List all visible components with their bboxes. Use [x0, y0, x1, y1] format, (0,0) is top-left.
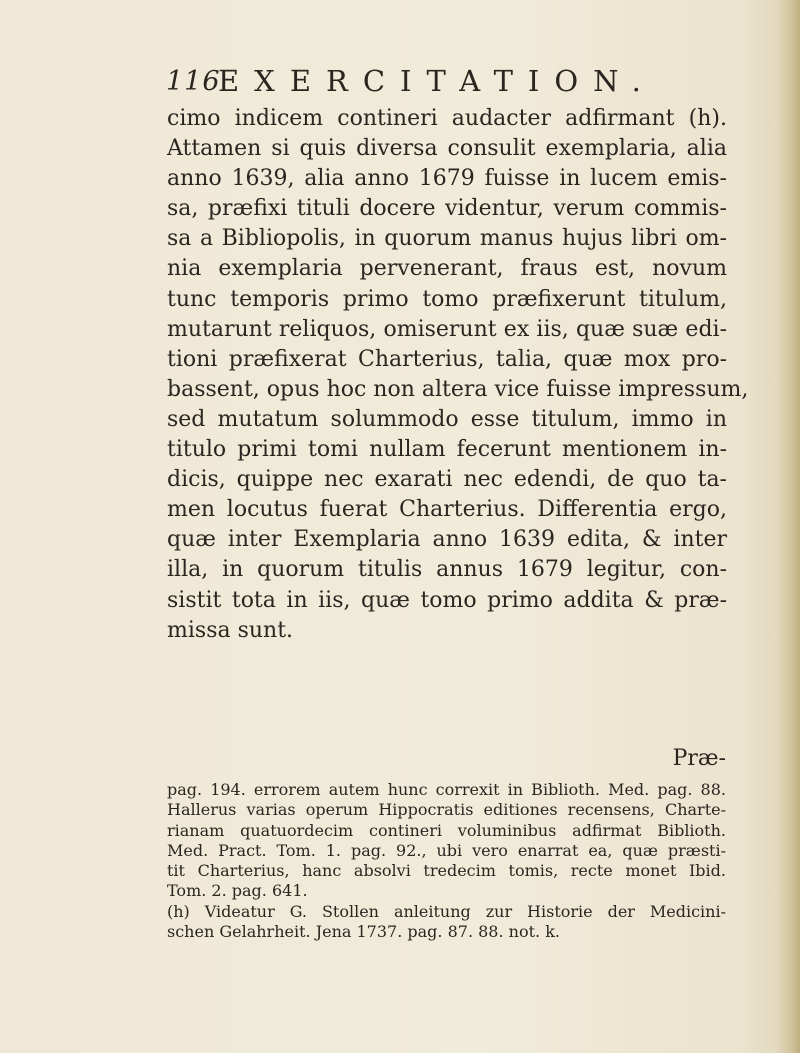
text-line: Attamen si quis diversa consulit exemplaria, alia [167, 136, 727, 162]
footnote-line: Med. Pract. Tom. 1. pag. 92., ubi vero enarrat ea, quæ præsti- [167, 840, 726, 860]
text-line: sistit tota in iis, quæ tomo primo addita & præ- [167, 587, 727, 613]
footnote-line: pag. 194. errorem autem hunc correxit in Biblioth. Med. pag. 88. [167, 780, 726, 799]
text-line: illa, in quorum titulis annus 1679 legitur, con- [167, 557, 727, 583]
text-line: mutarunt reliquos, omiserunt ex iis, quæ suæ edi- [167, 316, 727, 342]
text-line: nia exemplaria pervenerant, fraus est, novum [167, 256, 727, 282]
footnote-line: rianam quatuordecim contineri voluminibus adfirmat Biblioth. [167, 820, 726, 840]
text-line: men locutus fuerat Charterius. Differentia ergo, [167, 497, 727, 523]
footnotes [167, 780, 726, 942]
text-line: bassent, opus hoc non altera vice fuisse impressum, [167, 376, 749, 402]
catchword: Præ- [672, 746, 726, 771]
text-line: sa a Bibliopolis, in quorum manus hujus libri om- [167, 226, 727, 252]
page-edge-shading [778, 0, 800, 1053]
text-line: tunc temporis primo tomo præfixerunt titulum, [167, 286, 727, 312]
text-line: tioni præfixerat Charterius, talia, quæ mox pro- [167, 346, 727, 372]
running-head: EXERCITATION. [218, 64, 656, 98]
text-line: sed mutatum solummodo esse titulum, immo in [167, 406, 727, 432]
text-line: quæ inter Exemplaria anno 1639 edita, & inter [167, 527, 727, 553]
text-line: missa sunt. [167, 617, 294, 643]
text-line: titulo primi tomi nullam fecerunt mentionem in- [167, 437, 727, 463]
footnote-line: Tom. 2. pag. 641. [167, 881, 308, 901]
text-line: anno 1639, alia anno 1679 fuisse in lucem emis- [167, 166, 727, 192]
footnote-line: tit Charterius, hanc absolvi tredecim tomis, recte monet Ibid. [167, 861, 726, 881]
footnote-line: (h) Videatur G. Stollen anleitung zur Historie der Medicini- [167, 901, 726, 921]
footnote-line: Hallerus varias operum Hippocratis editiones recensens, Charte- [167, 800, 726, 820]
page-number: 116 [166, 66, 221, 97]
footnote-line: schen Gelahrheit. Jena 1737. pag. 87. 88. not. k. [167, 922, 560, 942]
text-line: dicis, quippe nec exarati nec edendi, de quo ta- [167, 467, 727, 493]
text-line: cimo indicem contineri audacter adfirmant (h). [167, 106, 727, 131]
main-text [167, 104, 749, 646]
page-header [166, 62, 726, 102]
text-line: sa, præfixi tituli docere videntur, verum commis- [167, 196, 727, 222]
